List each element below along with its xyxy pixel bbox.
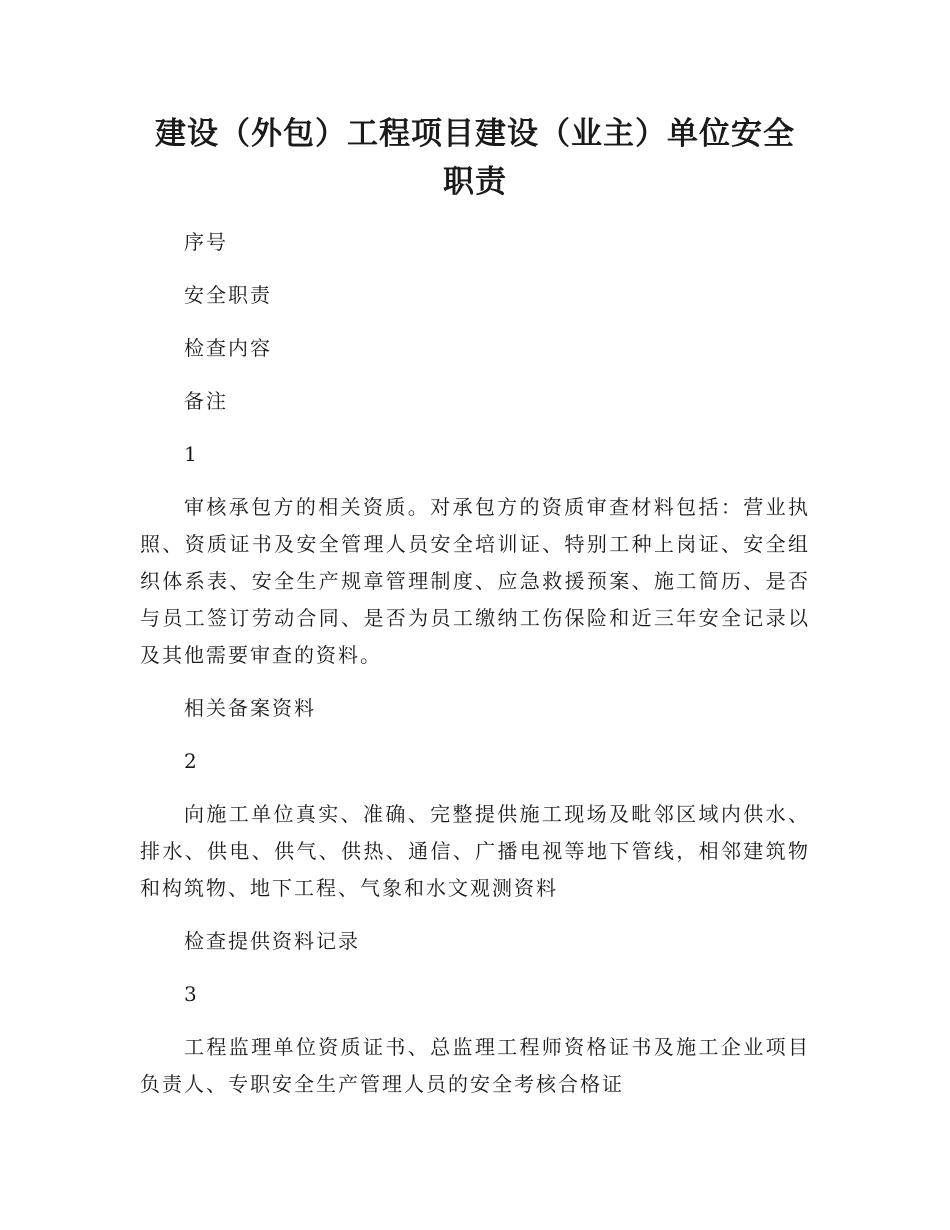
paragraph-header-responsibility: 安全职责 (184, 283, 272, 307)
paragraph-item-number-3: 3 (184, 982, 199, 1006)
paragraph-item-2-inspection: 检查提供资料记录 (184, 929, 360, 953)
paragraph-header-remarks: 备注 (184, 389, 228, 413)
paragraph-item-number-2: 2 (184, 749, 199, 773)
paragraph-item-1-responsibility: 审核承包方的相关资质。对承包方的资质审查材料包括：营业执照、资质证书及安全管理人员安全培训证、特别工种上岗证、安全组织体系表、安全生产规章管理制度、应急救援预案、施工简历、是否与员工签订劳动合同、是否为员工缴纳工伤保险和近三年安全记录以及其他需要审查的资料。 (140, 495, 810, 667)
paragraph-item-2-responsibility: 向施工单位真实、准确、完整提供施工现场及毗邻区域内供水、排水、供电、供气、供热、通信、广播电视等地下管线，相邻建筑物和构筑物、地下工程、气象和水文观测资料 (140, 802, 810, 900)
paragraph-item-3-responsibility: 工程监理单位资质证书、总监理工程师资格证书及施工企业项目负责人、专职安全生产管理人员的安全考核合格证 (140, 1035, 810, 1096)
paragraph-item-1-inspection: 相关备案资料 (184, 696, 316, 720)
paragraph-header-serial: 序号 (184, 230, 228, 254)
paragraph-item-number-1: 1 (184, 442, 199, 466)
document-title: 建设（外包）工程项目建设（业主）单位安全职责 (155, 116, 795, 200)
paragraph-header-inspection: 检查内容 (184, 336, 272, 360)
